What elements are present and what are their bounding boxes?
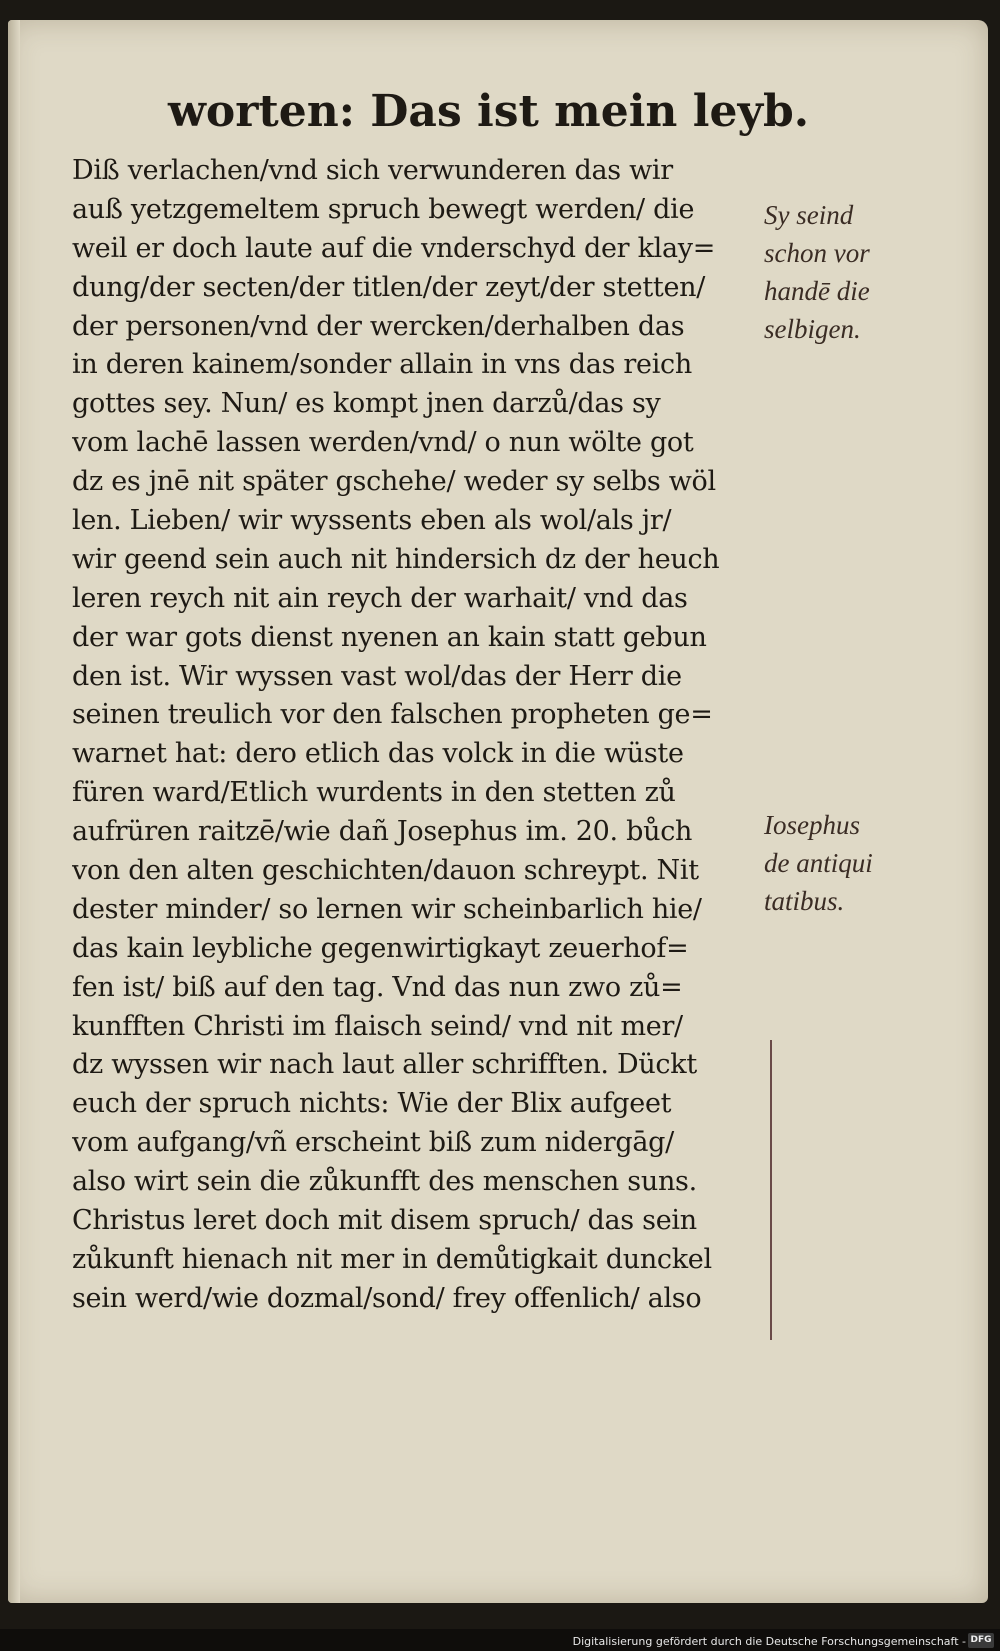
- text-line: der personen/vnd der wercken/derhalben das: [72, 310, 685, 342]
- footer-credit: Digitalisierung gefördert durch die Deutsche Forschungsgemeinschaft -: [572, 1635, 966, 1648]
- text-line: len. Lieben/ wir wyssents eben als wol/als jr/: [72, 505, 672, 537]
- margin-note-line: selbigen.: [764, 314, 861, 344]
- margin-note-line: Iosephus: [764, 810, 860, 840]
- margin-note-line: Sy seind: [764, 200, 854, 230]
- text-line: vom lachē lassen werden/vnd/ o nun wölte got: [72, 427, 694, 459]
- text-line: also wirt sein die zůkunfft des menschen suns.: [72, 1166, 697, 1198]
- text-line: sein werd/wie dozmal/sond/ frey offenlich/ also: [72, 1282, 702, 1314]
- text-line: seinen treulich vor den falschen propheten ge=: [72, 699, 713, 731]
- text-line: dester minder/ so lernen wir scheinbarlich hie/: [72, 893, 702, 925]
- text-line: von den alten geschichten/dauon schreypt. Nit: [72, 855, 699, 887]
- margin-note-line: tatibus.: [764, 886, 845, 916]
- text-line: warnet hat: dero etlich das volck in die wüste: [72, 738, 684, 770]
- text-line: in deren kainem/sonder allain in vns das reich: [72, 349, 692, 381]
- text-line: aufrüren raitzē/wie dañ Josephus im. 20. bůch: [72, 816, 693, 848]
- text-line: dz es jnē nit später gschehe/ weder sy selbs wöl: [72, 466, 716, 498]
- footer-bar: [0, 1629, 1000, 1651]
- dfg-logo: DFG: [968, 1633, 994, 1648]
- page-edge-shadow: [8, 20, 20, 1603]
- margin-bracket: [770, 1040, 778, 1340]
- text-line: fen ist/ biß auf den tag. Vnd das nun zwo zů=: [72, 971, 683, 1003]
- text-line: Christus leret doch mit disem spruch/ das sein: [72, 1205, 697, 1237]
- text-line: dung/der secten/der titlen/der zeyt/der stetten/: [72, 271, 706, 303]
- text-line: auß yetzgemeltem spruch bewegt werden/ die: [72, 193, 695, 225]
- text-line: füren ward/Etlich wurdents in den stetten zů: [72, 777, 676, 809]
- text-line: der war gots dienst nyenen an kain statt gebun: [72, 621, 707, 653]
- text-line: gottes sey. Nun/ es kompt jnen darzů/das sy: [72, 388, 661, 420]
- text-line: euch der spruch nichts: Wie der Blix aufgeet: [72, 1088, 672, 1120]
- text-line: zůkunft hienach nit mer in demůtigkait dunckel: [72, 1243, 712, 1275]
- margin-note-2: [764, 806, 873, 920]
- text-line: wir geend sein auch nit hindersich dz der heuch: [72, 543, 720, 575]
- text-line: den ist. Wir wyssen vast wol/das der Herr die: [72, 660, 682, 692]
- margin-note-line: handē die: [764, 276, 870, 306]
- text-line: dz wyssen wir nach laut aller schrifften. Dückt: [72, 1049, 697, 1081]
- margin-note-1: [764, 196, 870, 348]
- text-line: weil er doch laute auf die vnderschyd der klay=: [72, 232, 716, 264]
- body-text-block: [72, 152, 772, 1319]
- text-line: leren reych nit ain reych der warhait/ vnd das: [72, 582, 688, 614]
- text-line: Diß verlachen/vnd sich verwunderen das wir: [72, 155, 673, 186]
- running-header: worten: Das ist mein leyb.: [168, 86, 810, 137]
- text-line: das kain leybliche gegenwirtigkayt zeuerhof=: [72, 932, 689, 964]
- text-line: kunfften Christi im flaisch seind/ vnd nit mer/: [72, 1010, 683, 1042]
- margin-note-line: de antiqui: [764, 848, 873, 878]
- margin-note-line: schon vor: [764, 238, 870, 268]
- text-line: vom aufgang/vñ erscheint biß zum nidergāg/: [72, 1127, 674, 1159]
